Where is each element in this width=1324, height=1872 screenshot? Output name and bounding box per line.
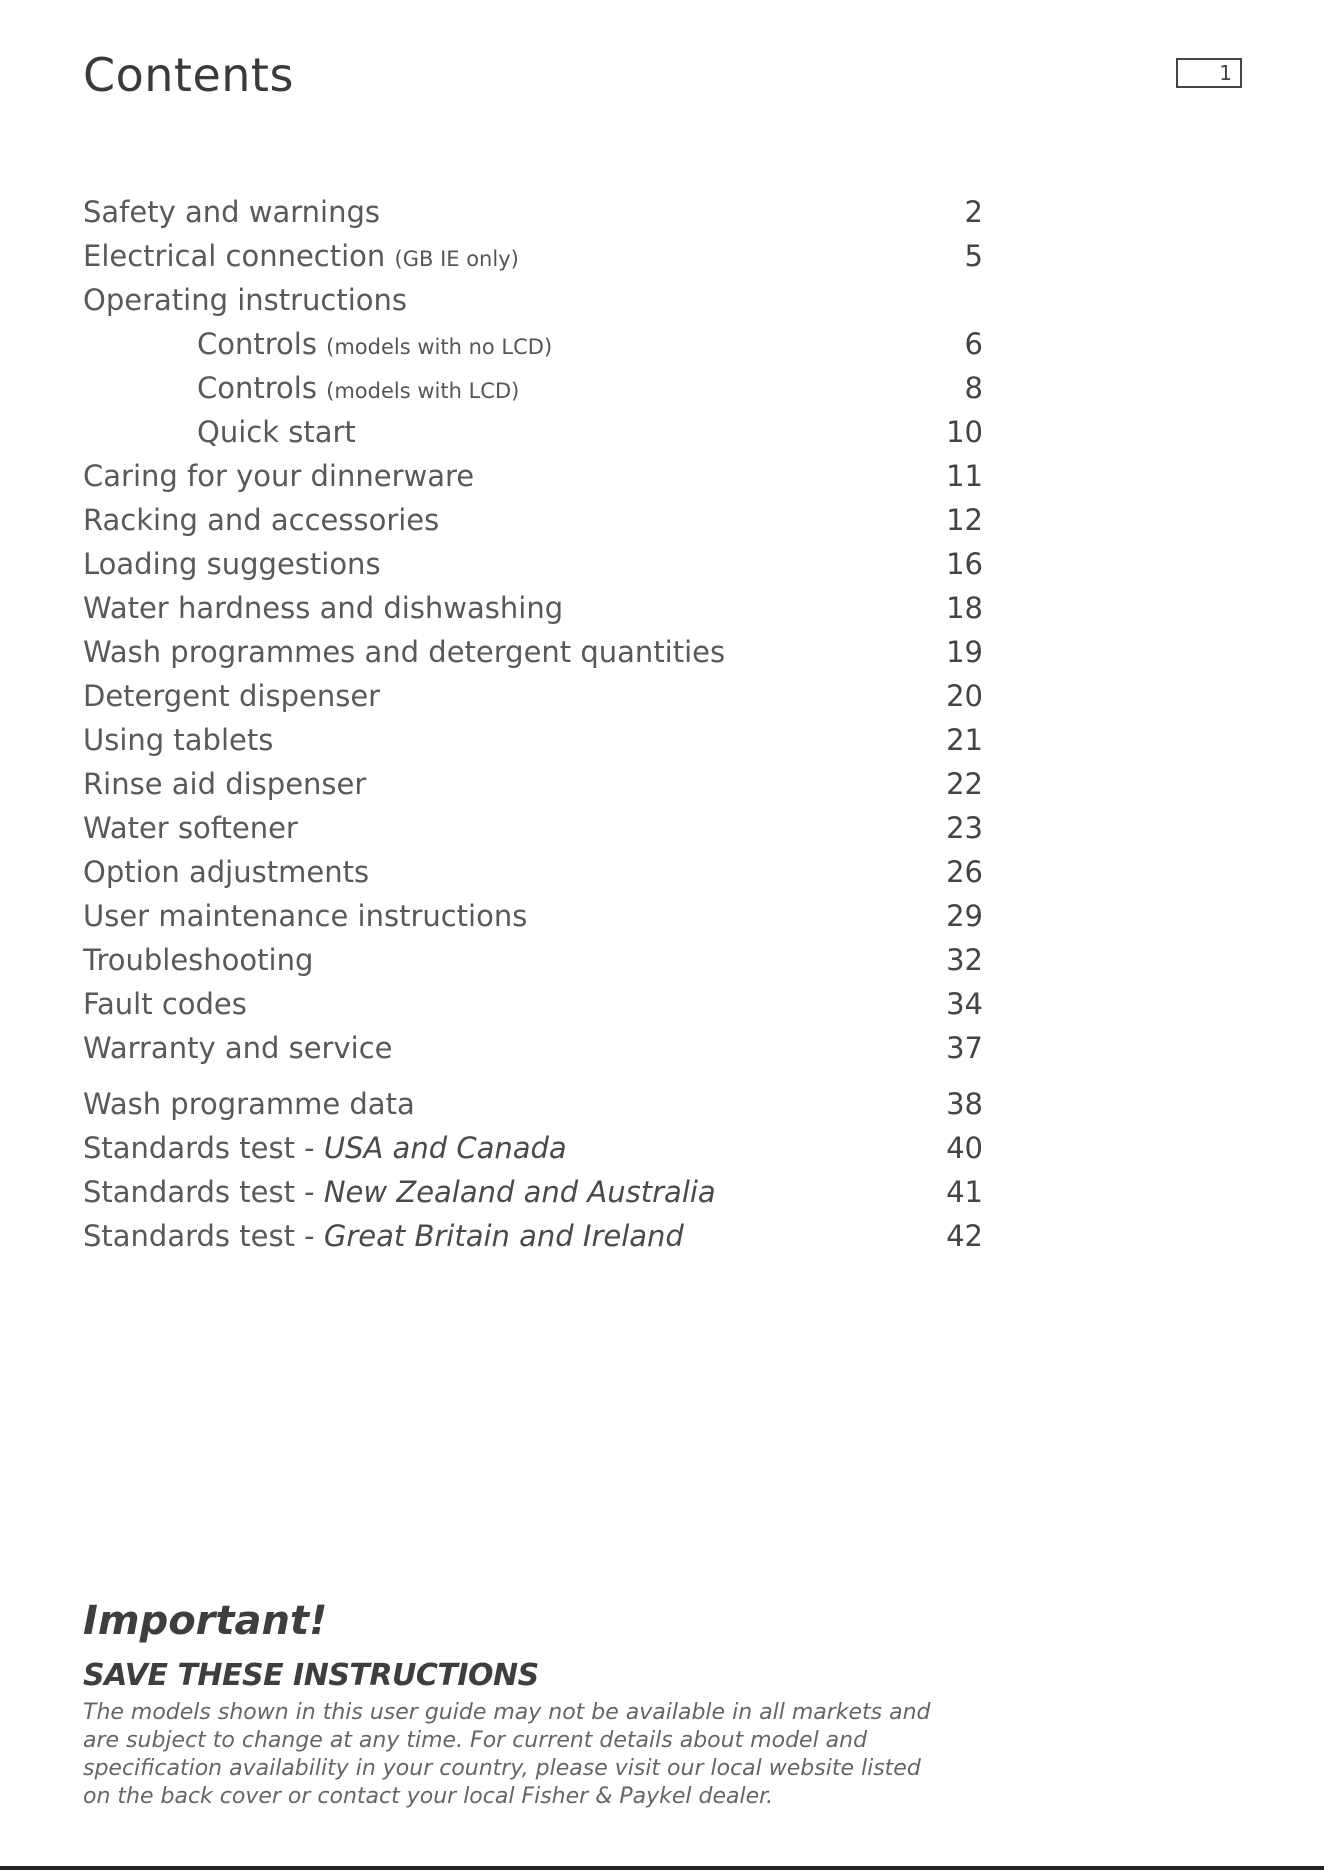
toc-entry-page: 18 xyxy=(946,591,983,625)
toc-entry-title-text: Standards test - xyxy=(83,1219,315,1253)
save-instructions-heading: SAVE THESE INSTRUCTIONS xyxy=(83,1658,539,1693)
page-title: Contents xyxy=(83,48,294,102)
toc-entry-page: 37 xyxy=(946,1031,983,1065)
toc-entry-title: Troubleshooting xyxy=(83,943,314,977)
toc-row[interactable] xyxy=(83,982,983,1026)
toc-row[interactable] xyxy=(83,1170,983,1214)
toc-entry-title-text: Electrical connection xyxy=(83,239,386,273)
toc-entry-page: 23 xyxy=(946,811,983,845)
toc-row[interactable] xyxy=(83,410,983,454)
toc-entry-page: 10 xyxy=(946,415,983,449)
toc-row[interactable] xyxy=(83,454,983,498)
toc-entry-page: 16 xyxy=(946,547,983,581)
toc-row[interactable] xyxy=(83,1126,983,1170)
toc-entry-title-text: Standards test - xyxy=(83,1175,315,1209)
toc-row[interactable] xyxy=(83,498,983,542)
toc-row[interactable] xyxy=(83,322,983,366)
toc-row[interactable] xyxy=(83,718,983,762)
toc-row[interactable] xyxy=(83,850,983,894)
toc-row[interactable] xyxy=(83,234,983,278)
toc-entry-title: Wash programme data xyxy=(83,1087,415,1121)
toc-entry-title: Water hardness and dishwashing xyxy=(83,591,564,625)
toc-row[interactable] xyxy=(83,190,983,234)
toc-entry-page: 40 xyxy=(946,1131,983,1165)
toc-entry-title: Loading suggestions xyxy=(83,547,381,581)
toc-entry-page: 2 xyxy=(964,195,983,229)
toc-entry-title: Caring for your dinnerware xyxy=(83,459,475,493)
toc-entry-title: Detergent dispenser xyxy=(83,679,381,713)
toc-entry-page: 38 xyxy=(946,1087,983,1121)
toc-entry-title: Water softener xyxy=(83,811,298,845)
toc-row[interactable] xyxy=(83,1214,983,1258)
important-heading: Important! xyxy=(83,1598,328,1644)
toc-entry-title-text: Controls xyxy=(197,371,317,405)
toc-row[interactable] xyxy=(83,938,983,982)
toc-row[interactable] xyxy=(83,1082,983,1126)
toc-row[interactable] xyxy=(83,542,983,586)
toc-entry-page: 5 xyxy=(964,239,983,273)
toc-row[interactable] xyxy=(83,806,983,850)
toc-row[interactable] xyxy=(83,894,983,938)
toc-row[interactable] xyxy=(83,278,983,322)
page-bottom-rule xyxy=(0,1866,1324,1870)
toc-entry-page: 42 xyxy=(946,1219,983,1253)
toc-entry-page: 32 xyxy=(946,943,983,977)
toc-entry-page: 20 xyxy=(946,679,983,713)
toc-entry-page: 26 xyxy=(946,855,983,889)
toc-row[interactable] xyxy=(83,366,983,410)
toc-entry-title: Using tablets xyxy=(83,723,274,757)
toc-entry-note: (models with no LCD) xyxy=(326,335,553,359)
toc-row[interactable] xyxy=(83,630,983,674)
toc-row[interactable] xyxy=(83,1026,983,1070)
toc-entry-title xyxy=(83,1219,684,1253)
toc-entry-title xyxy=(83,1175,716,1209)
toc-entry-note: (GB IE only) xyxy=(394,247,519,271)
toc-entry-page: 29 xyxy=(946,899,983,933)
toc-entry-title: Warranty and service xyxy=(83,1031,393,1065)
important-notice xyxy=(83,1598,983,1811)
toc-entry-region: USA and Canada xyxy=(323,1131,567,1165)
toc-entry-title: User maintenance instructions xyxy=(83,899,528,933)
page-number: 1 xyxy=(1176,58,1242,88)
table-of-contents xyxy=(83,190,983,1258)
toc-entry-title: Option adjustments xyxy=(83,855,370,889)
toc-entry-title: Racking and accessories xyxy=(83,503,440,537)
toc-entry-title: Fault codes xyxy=(83,987,247,1021)
toc-entry-title: Quick start xyxy=(197,415,356,449)
toc-entry-page: 11 xyxy=(946,459,983,493)
toc-entry-title xyxy=(83,1131,567,1165)
toc-entry-page: 21 xyxy=(946,723,983,757)
toc-entry-title xyxy=(83,239,519,273)
toc-entry-page: 8 xyxy=(964,371,983,405)
toc-entry-page: 6 xyxy=(964,327,983,361)
toc-entry-note: (models with LCD) xyxy=(326,379,520,403)
toc-entry-title xyxy=(83,327,552,361)
toc-entry-region: Great Britain and Ireland xyxy=(323,1219,684,1253)
toc-entry-title: Wash programmes and detergent quantities xyxy=(83,635,726,669)
toc-entry-title-text: Controls xyxy=(197,327,317,361)
toc-entry-page: 12 xyxy=(946,503,983,537)
toc-entry-page: 19 xyxy=(946,635,983,669)
toc-row[interactable] xyxy=(83,586,983,630)
toc-entry-page: 34 xyxy=(946,987,983,1021)
toc-entry-title: Operating instructions xyxy=(83,283,408,317)
toc-entry-title xyxy=(83,371,519,405)
toc-entry-region: New Zealand and Australia xyxy=(323,1175,716,1209)
important-body-text: The models shown in this user guide may not be available in all markets and are subject to change at any time. For current details about model and specification availability in your country, please visit our local website listed on the back cover or contact your local Fisher & Paykel dealer. xyxy=(83,1700,931,1809)
toc-entry-page: 22 xyxy=(946,767,983,801)
toc-entry-page: 41 xyxy=(946,1175,983,1209)
toc-entry-title: Safety and warnings xyxy=(83,195,380,229)
toc-row[interactable] xyxy=(83,674,983,718)
toc-row[interactable] xyxy=(83,762,983,806)
toc-entry-title-text: Standards test - xyxy=(83,1131,315,1165)
toc-entry-title: Rinse aid dispenser xyxy=(83,767,367,801)
